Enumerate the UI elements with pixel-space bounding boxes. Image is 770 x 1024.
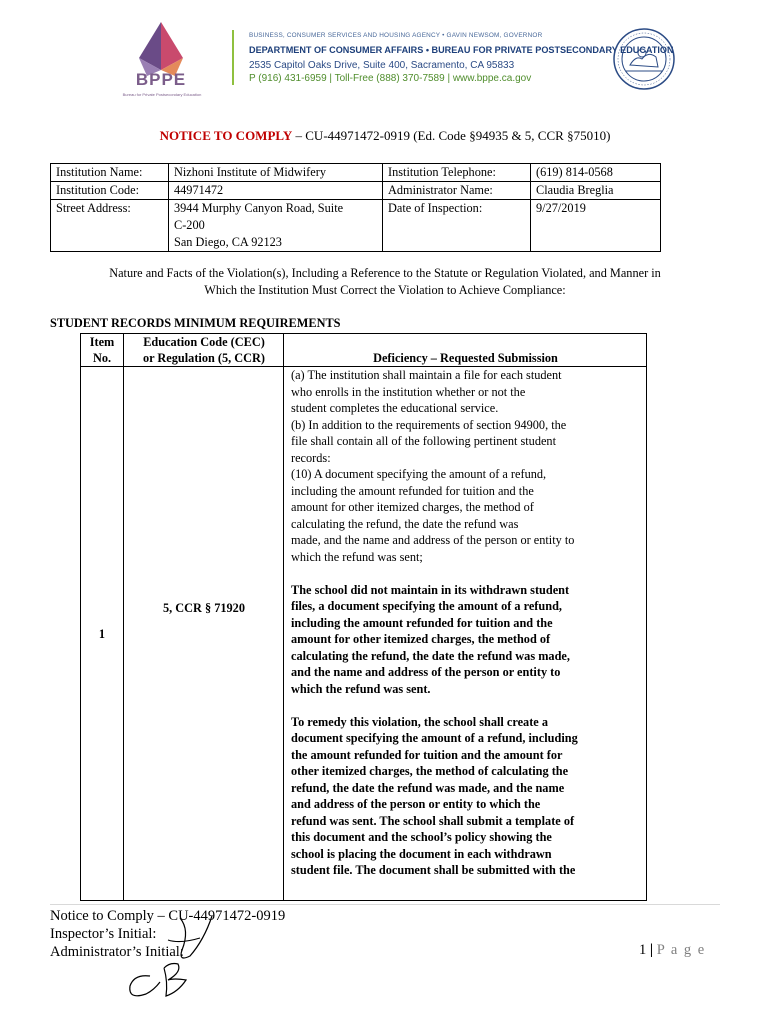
deficiency-text xyxy=(291,367,643,879)
bppe-logo-text: BPPE xyxy=(135,70,187,89)
item-column xyxy=(80,333,124,901)
finding-line: including the amount refunded for tuition and the xyxy=(291,615,553,630)
remedy-line: the amount refunded for tuition and the amount for xyxy=(291,747,563,762)
item-header-line-1: Item xyxy=(89,335,115,349)
remedy-text xyxy=(291,714,643,879)
reg-line: (10) A document specifying the amount of a refund, xyxy=(291,467,547,481)
nature-statement xyxy=(55,265,715,299)
finding-line: which the refund was sent. xyxy=(291,681,431,696)
finding-text xyxy=(291,582,643,698)
regulation-text xyxy=(291,367,643,565)
remedy-line: To remedy this violation, the school shall create a xyxy=(291,714,548,729)
info-row xyxy=(51,164,661,182)
reg-line: (a) The institution shall maintain a file for each student xyxy=(291,368,562,382)
code-header-line-2: or Regulation (5, CCR) xyxy=(142,351,266,365)
notice-title xyxy=(0,128,770,144)
finding-line: calculating the refund, the date the refund was made, xyxy=(291,648,570,663)
header-divider xyxy=(232,30,234,85)
address-line: 2535 Capitol Oaks Drive, Suite 400, Sacramento, CA 95833 xyxy=(249,60,515,71)
street-address-value xyxy=(169,200,383,252)
administrator-initial-label: Administrator’s Initial: xyxy=(50,944,184,960)
institution-code-label: Institution Code: xyxy=(51,182,169,200)
department-line: DEPARTMENT OF CONSUMER AFFAIRS • BUREAU FOR PRIVATE POSTSECONDARY EDUCATION xyxy=(249,45,674,55)
reg-line: including the amount refunded for tuition and the xyxy=(291,483,534,498)
handwritten-initials xyxy=(120,910,230,1010)
page-number: 1 xyxy=(639,942,647,958)
item-no-header xyxy=(80,334,124,366)
nature-line-1: Nature and Facts of the Violation(s), Including a Reference to the Statute or Regulation Violated, and Manner in xyxy=(109,266,661,280)
remedy-line: document specifying the amount of a refund, including xyxy=(291,731,578,745)
page-word: P a g e xyxy=(656,942,706,958)
reg-line: calculating the refund, the date the refund was xyxy=(291,516,519,531)
section-title: STUDENT RECORDS MINIMUM REQUIREMENTS xyxy=(50,316,341,330)
administrator-name-label: Administrator Name: xyxy=(383,182,531,200)
reg-line: student completes the educational service. xyxy=(291,401,499,415)
remedy-line: student file. The document shall be submitted with the xyxy=(291,863,576,877)
notice-title-label: NOTICE TO COMPLY xyxy=(159,128,293,143)
state-seal-icon xyxy=(612,27,676,91)
item-header-line-2: No. xyxy=(92,351,112,365)
reg-line: made, and the name and address of the person or entity to xyxy=(291,533,575,547)
inspection-date-label: Date of Inspection: xyxy=(383,200,531,252)
institution-info-table xyxy=(50,163,661,252)
regulation-code: 5, CCR § 71920 xyxy=(163,601,245,615)
agency-line: BUSINESS, CONSUMER SERVICES AND HOUSING AGENCY • GAVIN NEWSOM, GOVERNOR xyxy=(249,32,543,39)
info-row xyxy=(51,182,661,200)
administrator-name-value: Claudia Breglia xyxy=(531,182,661,200)
institution-name-label: Institution Name: xyxy=(51,164,169,182)
deficiency-header: Deficiency – Requested Submission xyxy=(373,351,558,365)
street-address-line-3: San Diego, CA 92123 xyxy=(174,235,282,249)
institution-code-value: 44971472 xyxy=(169,182,383,200)
code-column xyxy=(124,333,284,901)
street-address-line-1: 3944 Murphy Canyon Road, Suite xyxy=(174,201,344,215)
code-header-line-1: Education Code (CEC) xyxy=(143,335,265,349)
remedy-line: and address of the person or entity to which the xyxy=(291,797,541,811)
street-address-label: Street Address: xyxy=(51,200,169,252)
footer-notice: Notice to Comply – CU-44971472-0919 xyxy=(50,908,286,924)
reg-line: amount for other itemized charges, the method of xyxy=(291,500,534,514)
reg-line: which the refund was sent; xyxy=(291,549,423,564)
remedy-line: other itemized charges, the method of calculating the xyxy=(291,764,569,778)
contact-line: P (916) 431-6959 | Toll-Free (888) 370-7589 | www.bppe.ca.gov xyxy=(249,73,532,84)
reg-line: (b) In addition to the requirements of section 94900, the xyxy=(291,417,567,432)
finding-line: files, a document specifying the amount of a refund, xyxy=(291,599,562,613)
institution-name-value: Nizhoni Institute of Midwifery xyxy=(169,164,383,182)
page-indicator: 1 | P a g e xyxy=(639,942,706,958)
reg-line: file shall contain all of the following pertinent student xyxy=(291,434,557,448)
street-address-line-2: C-200 xyxy=(174,218,205,232)
remedy-line: this document and the school’s policy showing the xyxy=(291,830,552,844)
remedy-line: refund, the date the refund was made, and the name xyxy=(291,780,565,795)
remedy-line: refund was sent. The school shall submit a template of xyxy=(291,813,575,828)
notice-title-rest: – CU-44971472-0919 (Ed. Code §94935 & 5, CCR §75010) xyxy=(292,128,611,143)
remedy-line: school is placing the document in each withdrawn xyxy=(291,846,552,861)
institution-phone-value: (619) 814-0568 xyxy=(531,164,661,182)
inspector-initial-label: Inspector’s Initial: xyxy=(50,926,157,942)
bppe-logo-subtext: Bureau for Private Postsecondary Education xyxy=(122,92,202,97)
finding-line: and the name and address of the person or entity to xyxy=(291,665,561,679)
finding-line: amount for other itemized charges, the method of xyxy=(291,632,551,646)
info-row xyxy=(51,200,661,252)
footer-divider xyxy=(50,904,720,905)
reg-line: records: xyxy=(291,450,331,465)
item-number: 1 xyxy=(98,627,106,641)
reg-line: who enrolls in the institution whether or not the xyxy=(291,384,526,399)
finding-line: The school did not maintain in its withdrawn student xyxy=(291,582,570,597)
nature-line-2: Which the Institution Must Correct the Violation to Achieve Compliance: xyxy=(204,283,566,297)
code-header xyxy=(124,334,284,366)
inspection-date-value: 9/27/2019 xyxy=(531,200,661,252)
institution-phone-label: Institution Telephone: xyxy=(383,164,531,182)
